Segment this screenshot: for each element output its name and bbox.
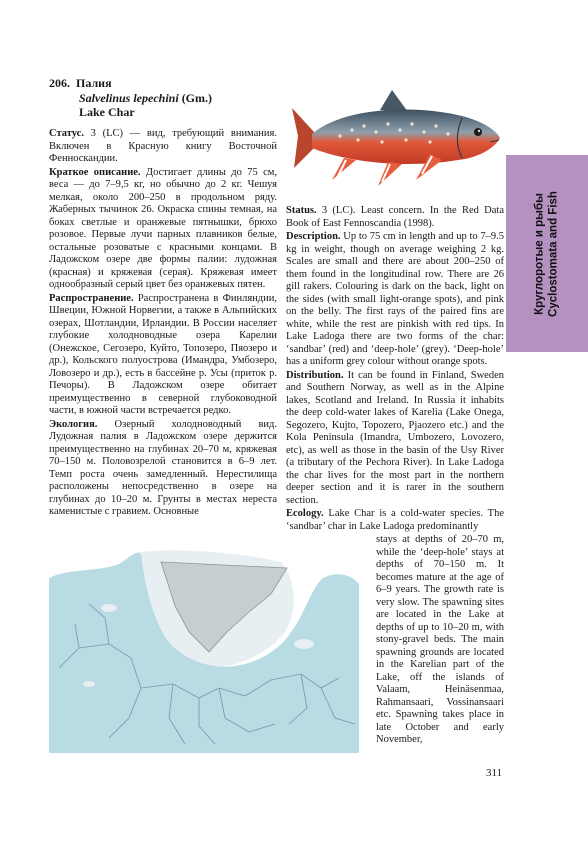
section-side-tab bbox=[506, 155, 588, 352]
species-header bbox=[49, 76, 289, 120]
page-number: 311 bbox=[486, 767, 503, 779]
ru-description: Краткое описание. Достигает длины до 75 см, веса — до 7–9,5 кг, но обычно до 2 кг. Чешуя мелкая, около 200–250 в продольном ряду. Жаберных тычинок 26. Окраска спины темная, на боках светлые и оранжевые пятнышки, брюхо розовое. Первые лучи парных плавников белые, остальные розоватые с красными концами. В Ладожском озере две формы палии: лудожная (красная) и кряжевая (серая). Кряжевая имеет однообразный серый цвет без оранжевых пятен. bbox=[49, 166, 277, 290]
fish-eye bbox=[474, 128, 482, 136]
en-distribution: Distribution. It can be found in Finland, Sweden and Southern Norway, as well as in the Alpine lakes, Scotland and Ireland. In Russia it inhabits the deep cold-water lakes of Karelia (Lake Onega, Segozero, Kujto, Topozero, Pjaozero etc.) and the Kola Peninsula (Imandra, Umbozero, Lovozero, etc), as well as those in the basin of the Usy River (a tributary of the Pechora River). In Lake Ladoga the char lives for the most part in the northern deeper section and it is rarer in the southern section. bbox=[286, 369, 504, 506]
ru-ecology: Экология. Озерный холодноводный вид. Лудожная палия в Ладожском озере держится преимущественно на глубинах 20–70 м, кряжевая 70–150 м. Половозрелой становится в 6–9 лет. Темп роста очень замедленный. Нерестилища расположены непосредственно в озере на глубинах до 10–20 м. Грунты в местах нереста каменистые с гравием. Основные bbox=[49, 418, 277, 517]
en-status: Status. 3 (LC). Least concern. In the Red Data Book of East Fennoscandia (1998). bbox=[286, 205, 504, 229]
lake-char-illustration bbox=[292, 88, 502, 188]
distribution-map bbox=[49, 548, 359, 753]
species-number: 206. bbox=[49, 76, 70, 90]
english-name: Lake Char bbox=[79, 105, 135, 119]
en-description: Description. Up to 75 cm in length and up to 7–9.5 kg in weight, though on average weighing 2 kg. Scales are small and there are about 200–250 of them found in the longitudinal row. There are 26 gill rakers. Colouring is dark on the back, light on the sides (with small light-orange spots), and pink on the belly. The first rays of the paired fins are white, while the rest are pinkish with red tips. In Lake Ladoga there are two forms of the char: ‘sandbar’ (red) and ‘deep-hole’ (grey). ‘Deep-hole’ has a uniform grey colour without orange spots. bbox=[286, 231, 504, 367]
ru-distribution: Распространение. Распространена в Финляндии, Швеции, Южной Норвегии, а также в Альпийских озерах, Шотландии, Ирландии. В России населяет глубокие холодноводные озера Карелии (Онежское, Сегозеро, Куйто, Топозеро, Пяозеро и др.), Кольского полуострова (Имандра, Умбозеро, Ловозеро и др.), есть в бассейне р. Усы (приток р. Печоры). В Ладожском озере обитает преимущественно в северной глубоководной части, в южной части встречается редко. bbox=[49, 292, 277, 416]
en-ecology-intro: Ecology. Lake Char is a cold-water species. The ‘sandbar’ char in Lake Ladoga predominantly bbox=[286, 508, 504, 532]
russian-name: Палия bbox=[76, 76, 112, 90]
en-ecology-rest: stays at depths of 20–70 m, while the ‘deep-hole’ stays at depths of 70–150 m. It becomes mature at the age of 6–9 years. The growth rate is very slow. The spawning sites are located in the Lake at depths of up to 10–20 m, with stony-gravel beds. The main spawning grounds are located in the Karelian part of the Lake, off the islands of Valaam, Heinäsenmaa, Rahmansaari, Vossinansaari etc. Spawning takes place in late October and early November, bbox=[376, 534, 504, 745]
dorsal-fin bbox=[380, 90, 408, 112]
latin-author: (Gm.) bbox=[178, 90, 213, 105]
ru-status: Статус. 3 (LC) — вид, требующий внимания. Включен в Красную книгу Восточной Фенноскандии. bbox=[49, 128, 277, 164]
russian-text-column bbox=[49, 128, 277, 520]
side-tab-english: Cyclostomata and Fish bbox=[547, 190, 559, 317]
anal-fin bbox=[332, 158, 356, 180]
side-tab-russian: Круглоротые и рыбы bbox=[533, 192, 546, 315]
latin-name: Salvelinus lepechini bbox=[79, 90, 179, 105]
